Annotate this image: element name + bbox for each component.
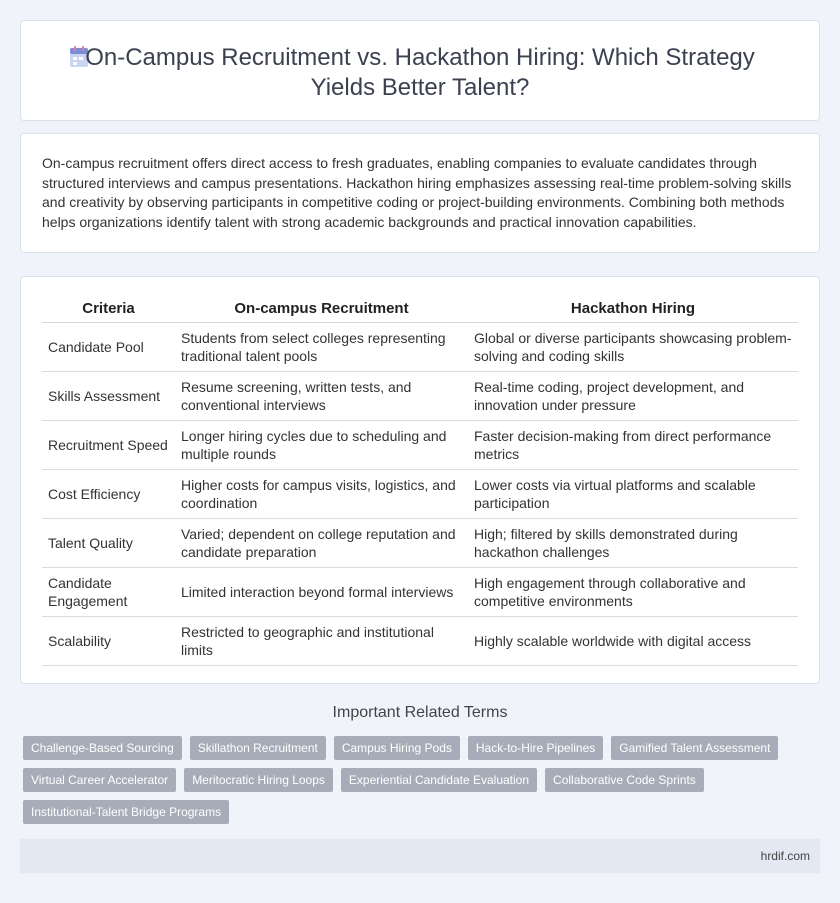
hackathon-cell: Real-time coding, project development, and innovation under pressure — [468, 371, 798, 420]
intro-card — [20, 133, 820, 253]
footer-site-link[interactable]: hrdif.com — [760, 849, 810, 863]
related-term-tag[interactable]: Virtual Career Accelerator — [23, 768, 176, 792]
table-row — [42, 567, 798, 616]
intro-paragraph: On-campus recruitment offers direct access to fresh graduates, enabling companies to evaluate candidates through structured interviews and campus presentations. Hackathon hiring emphasizes assessing real-time problem-solving skills and creativity by observing participants in competitive coding or project-building environments. Combining both methods helps organizations identify talent with strong academic backgrounds and practical innovation capabilities. — [42, 155, 792, 230]
related-term-tag[interactable]: Experiential Candidate Evaluation — [341, 768, 537, 792]
related-term-tag[interactable]: Institutional-Talent Bridge Programs — [23, 800, 229, 824]
table-row — [42, 616, 798, 665]
related-term-tag[interactable]: Skillathon Recruitment — [190, 736, 326, 760]
on-campus-cell: Longer hiring cycles due to scheduling and multiple rounds — [175, 420, 468, 469]
on-campus-cell: Varied; dependent on college reputation and candidate preparation — [175, 518, 468, 567]
criteria-cell: Skills Assessment — [42, 371, 175, 420]
criteria-cell: Talent Quality — [42, 518, 175, 567]
header-card — [20, 20, 820, 121]
header-criteria: Criteria — [42, 295, 175, 322]
on-campus-cell: Resume screening, written tests, and conventional interviews — [175, 371, 468, 420]
page-title: On-Campus Recruitment vs. Hackathon Hiring: Which Strategy Yields Better Talent? — [85, 44, 755, 101]
table-row — [42, 469, 798, 518]
on-campus-cell: Higher costs for campus visits, logistics, and coordination — [175, 469, 468, 518]
table-row — [42, 322, 798, 371]
hackathon-cell: High engagement through collaborative and competitive environments — [468, 567, 798, 616]
related-term-tag[interactable]: Meritocratic Hiring Loops — [184, 768, 333, 792]
on-campus-cell: Students from select colleges representing traditional talent pools — [175, 322, 468, 371]
on-campus-cell: Limited interaction beyond formal interviews — [175, 567, 468, 616]
hackathon-cell: Global or diverse participants showcasing problem-solving and coding skills — [468, 322, 798, 371]
related-terms-heading: Important Related Terms — [332, 704, 508, 721]
criteria-cell: Candidate Engagement — [42, 567, 175, 616]
comparison-table — [42, 295, 798, 666]
related-term-tag[interactable]: Hack-to-Hire Pipelines — [468, 736, 603, 760]
header-hackathon: Hackathon Hiring — [468, 295, 798, 322]
table-row — [42, 518, 798, 567]
table-row — [42, 420, 798, 469]
criteria-cell: Cost Efficiency — [42, 469, 175, 518]
related-term-tag[interactable]: Challenge-Based Sourcing — [23, 736, 182, 760]
criteria-cell: Scalability — [42, 616, 175, 665]
header-on-campus: On-campus Recruitment — [175, 295, 468, 322]
table-row — [42, 371, 798, 420]
criteria-cell: Candidate Pool — [42, 322, 175, 371]
related-term-tag[interactable]: Gamified Talent Assessment — [611, 736, 778, 760]
related-term-tag[interactable]: Collaborative Code Sprints — [545, 768, 704, 792]
related-terms-list — [23, 736, 803, 824]
footer — [20, 839, 820, 873]
hackathon-cell: Highly scalable worldwide with digital access — [468, 616, 798, 665]
comparison-table-card — [20, 276, 820, 684]
hackathon-cell: High; filtered by skills demonstrated during hackathon challenges — [468, 518, 798, 567]
hackathon-cell: Faster decision-making from direct performance metrics — [468, 420, 798, 469]
on-campus-cell: Restricted to geographic and institutional limits — [175, 616, 468, 665]
hackathon-cell: Lower costs via virtual platforms and scalable participation — [468, 469, 798, 518]
related-term-tag[interactable]: Campus Hiring Pods — [334, 736, 460, 760]
table-header-row — [42, 295, 798, 322]
criteria-cell: Recruitment Speed — [42, 420, 175, 469]
